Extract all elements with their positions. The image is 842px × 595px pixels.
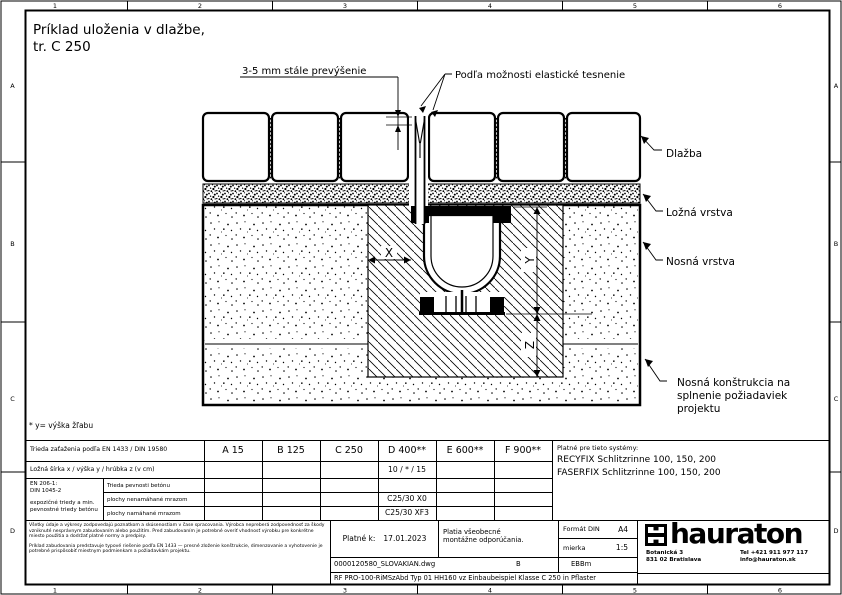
grid-col-label: 4 — [487, 586, 493, 595]
address-line1: Botanická 3 — [646, 550, 684, 556]
grid-row-label: C — [833, 395, 839, 403]
document-title: RF PRO-100-RiMSzAbd Typ 01 HH160 vz Einbaubeispiel Klasse C 250 in Pflaster — [334, 574, 596, 582]
grid-row-label: D — [833, 527, 839, 535]
concrete-standard-cell — [30, 481, 102, 513]
class-e600: E 600** — [446, 445, 484, 456]
company-contact — [740, 550, 808, 564]
grid-row-label: B — [833, 240, 839, 248]
class-d400: D 400** — [388, 445, 426, 456]
grid-col-label: 5 — [632, 2, 638, 10]
concrete-row-value: C25/30 X0 — [387, 494, 427, 503]
format-cell — [559, 520, 637, 538]
company-block — [637, 517, 830, 573]
leader-paving — [641, 136, 662, 150]
seal-annotation-text: Podľa možnosti elastické tesnenie — [455, 70, 626, 81]
system-faserfix: FASERFIX Schlitzrinne 100, 150, 200 — [557, 468, 721, 478]
validity-date: 17.01.2023 — [383, 534, 427, 543]
leader-bedding — [643, 194, 663, 211]
scale-cell — [559, 538, 637, 557]
format-value: A4 — [618, 524, 628, 534]
grid-col-label: 1 — [52, 586, 58, 595]
overhang-annotation-text: 3-5 mm stále prevýšenie — [242, 66, 367, 77]
validity-cell — [331, 520, 438, 557]
dim-z-label: Z — [523, 340, 537, 350]
annotation-seal — [419, 74, 452, 117]
paving-label: Dlažba — [666, 148, 703, 160]
grid-row-label: A — [10, 82, 15, 90]
concrete-standard-l4: pevnostné triedy betónu — [30, 506, 98, 513]
disclaimer-block — [29, 523, 325, 555]
revision-mark: B — [516, 560, 521, 568]
grid-col-label: 2 — [197, 2, 203, 10]
grid-col-label: 5 — [632, 586, 638, 595]
footnote-y: * y= výška žľabu — [29, 421, 94, 430]
page-title — [33, 22, 205, 56]
author-cell: EBBm — [571, 560, 592, 568]
systems-label: Platné pre tieto systémy: — [557, 444, 639, 452]
structure-label-l3: projektu — [677, 403, 721, 415]
concrete-row-value: C25/30 XF3 — [384, 508, 429, 517]
concrete-row-label: plochy namáhané mrazom — [107, 511, 181, 517]
grid-col-label: 6 — [777, 2, 783, 10]
grid-col-label: 3 — [342, 586, 348, 595]
channel-top-flange — [411, 206, 511, 215]
note-line2: montážne odporúčania. — [443, 536, 524, 545]
structure-label-l1: Nosná konštrukcia na — [677, 377, 791, 389]
leader-base — [643, 242, 663, 260]
grid-col-label: 3 — [342, 2, 348, 10]
grid-col-label: 4 — [487, 2, 493, 10]
page-title-line2: tr. C 250 — [33, 39, 91, 55]
class-c250: C 250 — [335, 445, 363, 456]
scale-label: mierka — [563, 543, 586, 552]
page-title-line1: Príklad uloženia v dlažbe, — [33, 22, 205, 38]
structure-label-l2: splnenie požiadaviek — [677, 390, 788, 402]
address-line2: 831 02 Bratislava — [646, 556, 702, 563]
company-address — [646, 550, 701, 564]
system-recyfix: RECYFIX Schlitzrinne 100, 150, 200 — [557, 455, 717, 465]
format-label: Formát DIN — [563, 525, 600, 533]
scale-value: 1:5 — [615, 543, 628, 552]
base-label: Nosná vrstva — [666, 256, 735, 268]
concrete-row-label: plochy nenamáhané mrazom — [107, 497, 188, 503]
load-class-label: Trieda zaťaženia podľa EN 1433 / DIN 19580 — [30, 446, 168, 453]
company-phone: Tel +421 911 977 117 — [740, 550, 808, 556]
concrete-standard-l1: EN 206-1: — [30, 481, 58, 487]
company-email: info@hauraton.sk — [740, 556, 796, 563]
grid-row-label: B — [10, 240, 15, 248]
disclaimer-paragraph-2: Príklad zabudovania predstavuje typové riešenie podľa EN 1433 — presné zloženie konštrukcie, dimenzovanie a vyhotovenie je potrebné prispôsobiť miestnym podmienkam a požiadavkám projektu. — [29, 543, 323, 554]
grid-row-label: A — [833, 82, 839, 90]
concrete-standard-l2: DIN 1045-2 — [30, 487, 62, 494]
channel-body — [424, 215, 500, 294]
dim-y-label: Y — [523, 256, 537, 264]
class-b125: B 125 — [277, 445, 305, 456]
grid-col-label: 2 — [197, 586, 203, 595]
validity-label: Platné k: — [342, 534, 376, 543]
note-line1: Platia všeobecné — [443, 528, 501, 536]
hauraton-wordmark: hauraton — [670, 517, 803, 550]
dims-value-c250: 10 / * / 15 — [388, 465, 426, 474]
grid-row-label: D — [9, 527, 16, 535]
disclaimer-paragraph-1: Všetky údaje a výkresy zodpovedajú poznatkom a skúsenostiam v čase spracovania. Výrobca nepreberá zodpovednosť za škody vzniknuté nesprávnym zabudovaním alebo použitím. Pred zabudovaním je potrebné overiť vhodnosť výrobku pre konkrétne miesto použitia a dodržať platné normy a predpisy. — [29, 523, 325, 539]
bedding-label: Ložná vrstva — [666, 207, 733, 219]
note-cell — [443, 528, 557, 545]
dims-label: Ložná šírka x / výška y / hrúbka z (v cm) — [30, 466, 155, 473]
class-a15: A 15 — [222, 445, 244, 456]
grid-col-label: 6 — [777, 586, 783, 595]
grid-row-label: C — [10, 395, 15, 403]
class-f900: F 900** — [504, 445, 542, 456]
leader-structure — [645, 359, 667, 381]
grid-col-label: 1 — [52, 2, 58, 10]
dim-x-label: X — [384, 246, 394, 260]
file-name: 0000120580_SLOVAKIAN.dwg — [334, 560, 436, 568]
concrete-row-label: Trieda pevnosti betónu — [107, 483, 170, 489]
concrete-standard-l3: expozičné triedy a min. — [30, 500, 95, 507]
